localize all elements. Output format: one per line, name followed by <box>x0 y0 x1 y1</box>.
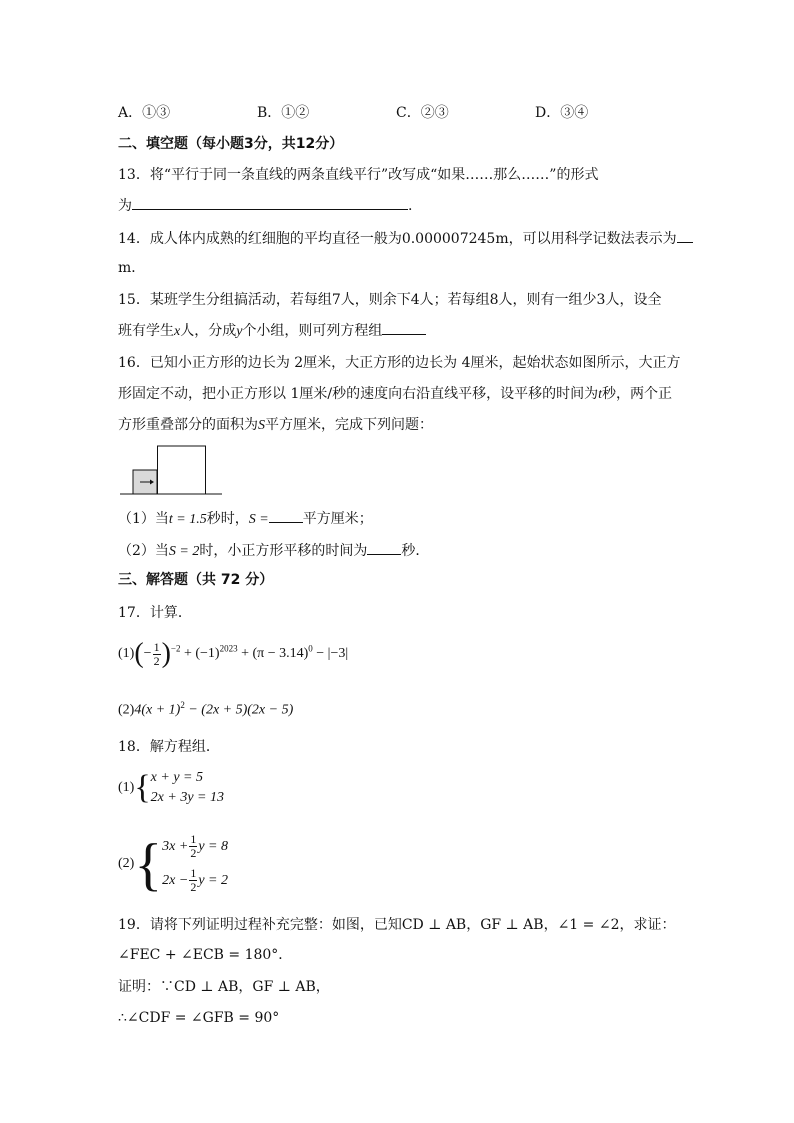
option-c: C．②③ <box>396 105 449 121</box>
q13-line2: 为 . <box>118 195 412 216</box>
section-3-title: 三、解答题（共 72 分） <box>118 572 274 588</box>
q14-line2: m． <box>118 260 146 276</box>
q17-part1: (1)(− $\frac{1}{2}$ )$^{-2} + (-1)^{2023} + (\pi - 3.14)^0 - |-3|$ <box>118 638 349 669</box>
q16-sub1: （1）当t = 1.5秒时，S = 平方厘米； <box>118 508 373 530</box>
squares-figure <box>120 443 224 499</box>
q18-part1: (1){ x + y = 5 2x + 3y = 13 <box>118 769 224 806</box>
q19-line1: 19．请将下列证明过程补充完整：如图，已知CD ⊥ AB，GF ⊥ AB，∠1 = ∠2，求证： <box>118 917 676 933</box>
q19-line2: ∠FEC + ∠ECB = 180°． <box>118 947 293 963</box>
section-2-title: 二、填空题（每小题3分，共12分） <box>118 136 344 152</box>
option-a: A．①③ <box>118 105 171 121</box>
q16-line2: 形固定不动，把小正方形以 1厘米/秒的速度向右沿直线平移，设平移的时间为t秒，两个正 <box>118 386 672 402</box>
q16-line1: 16．已知小正方形的边长为 2厘米，大正方形的边长为 4厘米，起始状态如图所示，大正方 <box>118 355 681 371</box>
q17-title: 17．计算． <box>118 605 192 621</box>
q19-line4: ∴∠CDF = ∠GFB = 90° <box>118 1010 280 1026</box>
q14-line1: 14．成人体内成熟的红细胞的平均直径一般为0.000007245m，可以用科学记数法表示为 <box>118 228 693 249</box>
q15-line1: 15．某班学生分组搞活动，若每组7人，则余下4人；若每组8人，则有一组少3人，设全 <box>118 292 662 308</box>
q16-line3: 方形重叠部分的面积为S平方厘米，完成下列问题： <box>118 417 433 433</box>
q13-line1: 13．将“平行于同一条直线的两条直线平行”改写成“如果……那么……”的形式 <box>118 167 599 183</box>
large-square <box>158 446 206 494</box>
option-b: B．①② <box>257 105 310 121</box>
q19-line3: 证明：∵CD ⊥ AB，GF ⊥ AB， <box>118 979 330 995</box>
q17-part2: $(2)4(x + 1)^2 - (2x + 5)(2x - 5)$ <box>118 700 294 718</box>
q15-line2: 班有学生x人，分成y个小组，则可列方程组 <box>118 320 426 342</box>
q18-part2: (2){ 3x + $\frac{1}{2}$ y = 8 2x − $\frac{1}{2}$ y = 2 <box>118 831 229 897</box>
option-d: D．③④ <box>535 105 589 121</box>
q16-sub2: （2）当S = 2时，小正方形平移的时间为 秒． <box>118 540 429 562</box>
q18-title: 18．解方程组． <box>118 739 220 755</box>
